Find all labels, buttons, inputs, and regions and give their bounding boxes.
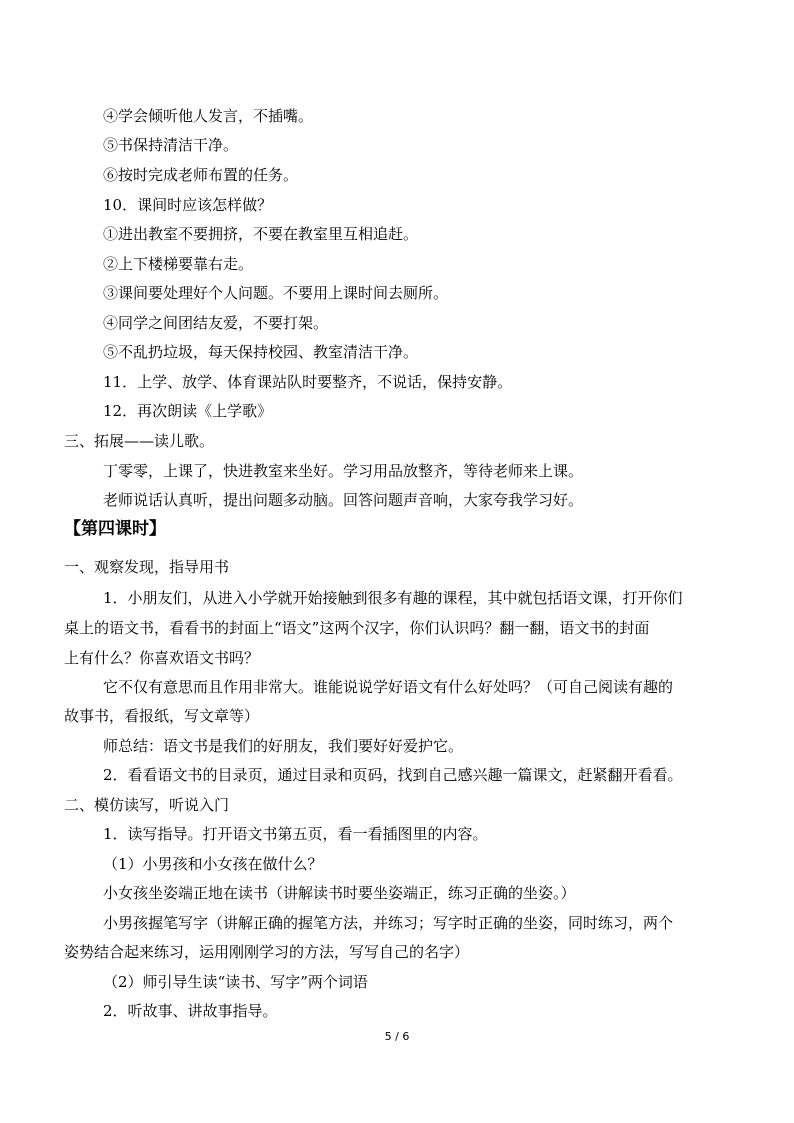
page-number: 5 / 6 [384,1030,410,1043]
section-heading: 一、观察发现，指导用书 [64,558,230,576]
text-line: 1．读写指导。打开语文书第五页，看一看插图里的内容。 [103,825,488,843]
text-line: 桌上的语文书，看看书的封面上“语文”这两个汉字，你们认识吗？翻一翻，语文书的封面 [64,619,650,637]
text-line: ⑤书保持清洁干净。 [103,136,239,154]
text-line: 小男孩握笔写字（讲解正确的握笔方法，并练习；写字时正确的坐姿，同时练习，两个 [103,914,674,932]
text-line: 姿势结合起来练习，运用刚刚学习的方法，写写自己的名字） [64,943,470,961]
text-line: 1．小朋友们，从进入小学就开始接触到很多有趣的课程，其中就包括语文课，打开你们 [103,589,683,607]
text-line: ④学会倾听他人发言，不插嘴。 [103,107,314,125]
text-line: （2）师引导生读“读书、写字”两个词语 [103,973,368,991]
text-line: 丁零零，上课了，快进教室来坐好。学习用品放整齐，等待老师来上课。 [103,462,584,480]
text-line: ②上下楼梯要靠右走。 [103,255,254,273]
text-line: 师总结：语文书是我们的好朋友，我们要好好爱护它。 [103,737,464,755]
text-line: ①进出教室不要拥挤，不要在教室里互相追赶。 [103,225,419,243]
text-line: ⑤不乱扔垃圾，每天保持校园、教室清洁干净。 [103,343,419,361]
text-line: 2．听故事、讲故事指导。 [103,1002,278,1020]
text-line: 老师说话认真听，提出问题多动脑。回答问题声音响，大家夸我学习好。 [103,491,584,509]
text-line: ④同学之间团结友爱，不要打架。 [103,314,329,332]
text-line: ③课间要处理好个人问题。不要用上课时间去厕所。 [103,284,449,302]
text-line: ⑥按时完成老师布置的任务。 [103,166,299,184]
text-line: 11．上学、放学、体育课站队时要整齐，不说话，保持安静。 [103,373,513,391]
text-line: （1）小男孩和小女孩在做什么？ [103,855,323,873]
text-line: 故事书，看报纸，写文章等） [64,707,260,725]
text-line: 上有什么？你喜欢语文书吗？ [64,649,260,667]
lesson-heading: 【第四课时】 [64,519,166,539]
text-line: 它不仅有意思而且作用非常大。谁能说说学好语文有什么好处吗？（可自己阅读有趣的 [103,678,674,696]
text-line: 12．再次朗读《上学歌》 [103,402,273,420]
text-line: 2．看看语文书的目录页，通过目录和页码，找到自己感兴趣一篇课文，赶紧翻开看看。 [103,766,683,784]
section-heading: 二、模仿读写，听说入门 [64,796,230,814]
text-line: 10．课间时应该怎样做？ [103,196,273,214]
section-heading: 三、拓展——读儿歌。 [64,432,215,450]
text-line: 小女孩坐姿端正地在读书（讲解读书时要坐姿端正，练习正确的坐姿。） [103,884,576,902]
